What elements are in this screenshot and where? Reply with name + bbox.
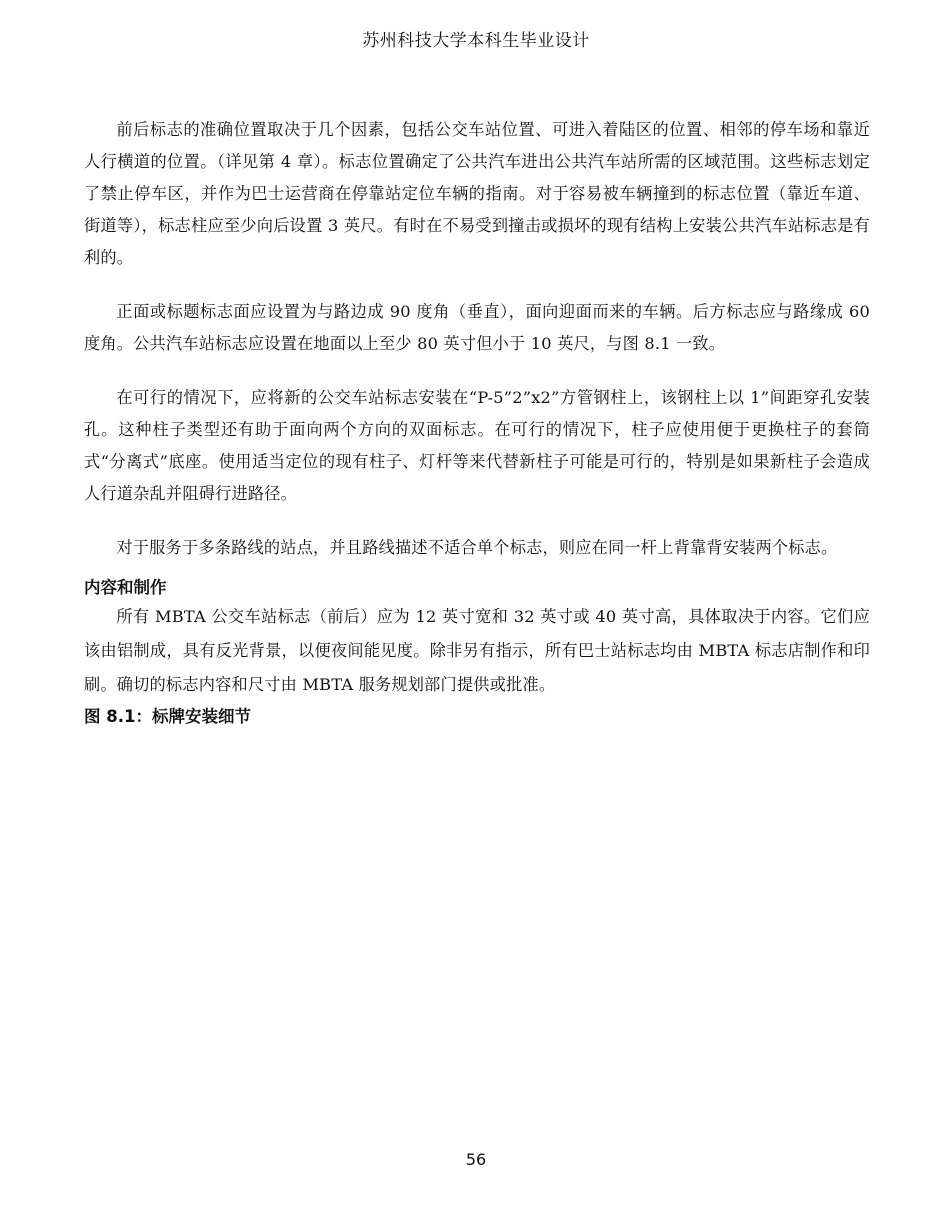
- paragraph-sign-post: 在可行的情况下，应将新的公交车站标志安装在“P-5”2”x2”方管钢柱上，该钢柱上以 1”间距穿孔安装孔。这种柱子类型还有助于面向两个方向的双面标志。在可行的情况下，柱子应使用便于更换柱子的套筒式“分离式”底座。使用适当定位的现有柱子、灯杆等来代替新柱子可能是可行的，特别是如果新柱子会造成人行道杂乱并阻碍行进路径。: [84, 388, 870, 503]
- section-heading: 内容和制作: [84, 578, 167, 597]
- body-text: [84, 114, 870, 732]
- paragraph-content-production: 所有 MBTA 公交车站标志（前后）应为 12 英寸宽和 32 英寸或 40 英寸高，具体取决于内容。它们应该由铝制成，具有反光背景，以便夜间能见度。除非另有指示，所有巴士站标志均由 MBTA 标志店制作和印刷。确切的标志内容和尺寸由 MBTA 服务规划部门提供或批准。: [84, 607, 870, 694]
- running-header: 苏州科技大学本科生毕业设计: [362, 31, 590, 51]
- figure-caption: 图 8.1：标牌安装细节: [84, 707, 251, 726]
- paragraph-sign-location: 前后标志的准确位置取决于几个因素，包括公交车站位置、可进入着陆区的位置、相邻的停车场和靠近人行横道的位置。（详见第 4 章）。标志位置确定了公共汽车进出公共汽车站所需的区域范围。这些标志划定了禁止停车区，并作为巴士运营商在停靠站定位车辆的指南。对于容易被车辆撞到的标志位置（靠近车道、街道等），标志柱应至少向后设置 3 英尺。有时在不易受到撞击或损坏的现有结构上安装公共汽车站标志是有利的。: [84, 120, 870, 267]
- paragraph-multiple-routes: 对于服务于多条路线的站点，并且路线描述不适合单个标志，则应在同一杆上背靠背安装两个标志。: [116, 538, 838, 557]
- page-number: 56: [465, 1150, 487, 1169]
- paragraph-sign-angle: 正面或标题标志面应设置为与路边成 90 度角（垂直），面向迎面而来的车辆。后方标志应与路缘成 60 度角。公共汽车站标志应设置在地面以上至少 80 英寸但小于 10 英尺，与图 8.1 一致。: [84, 302, 870, 353]
